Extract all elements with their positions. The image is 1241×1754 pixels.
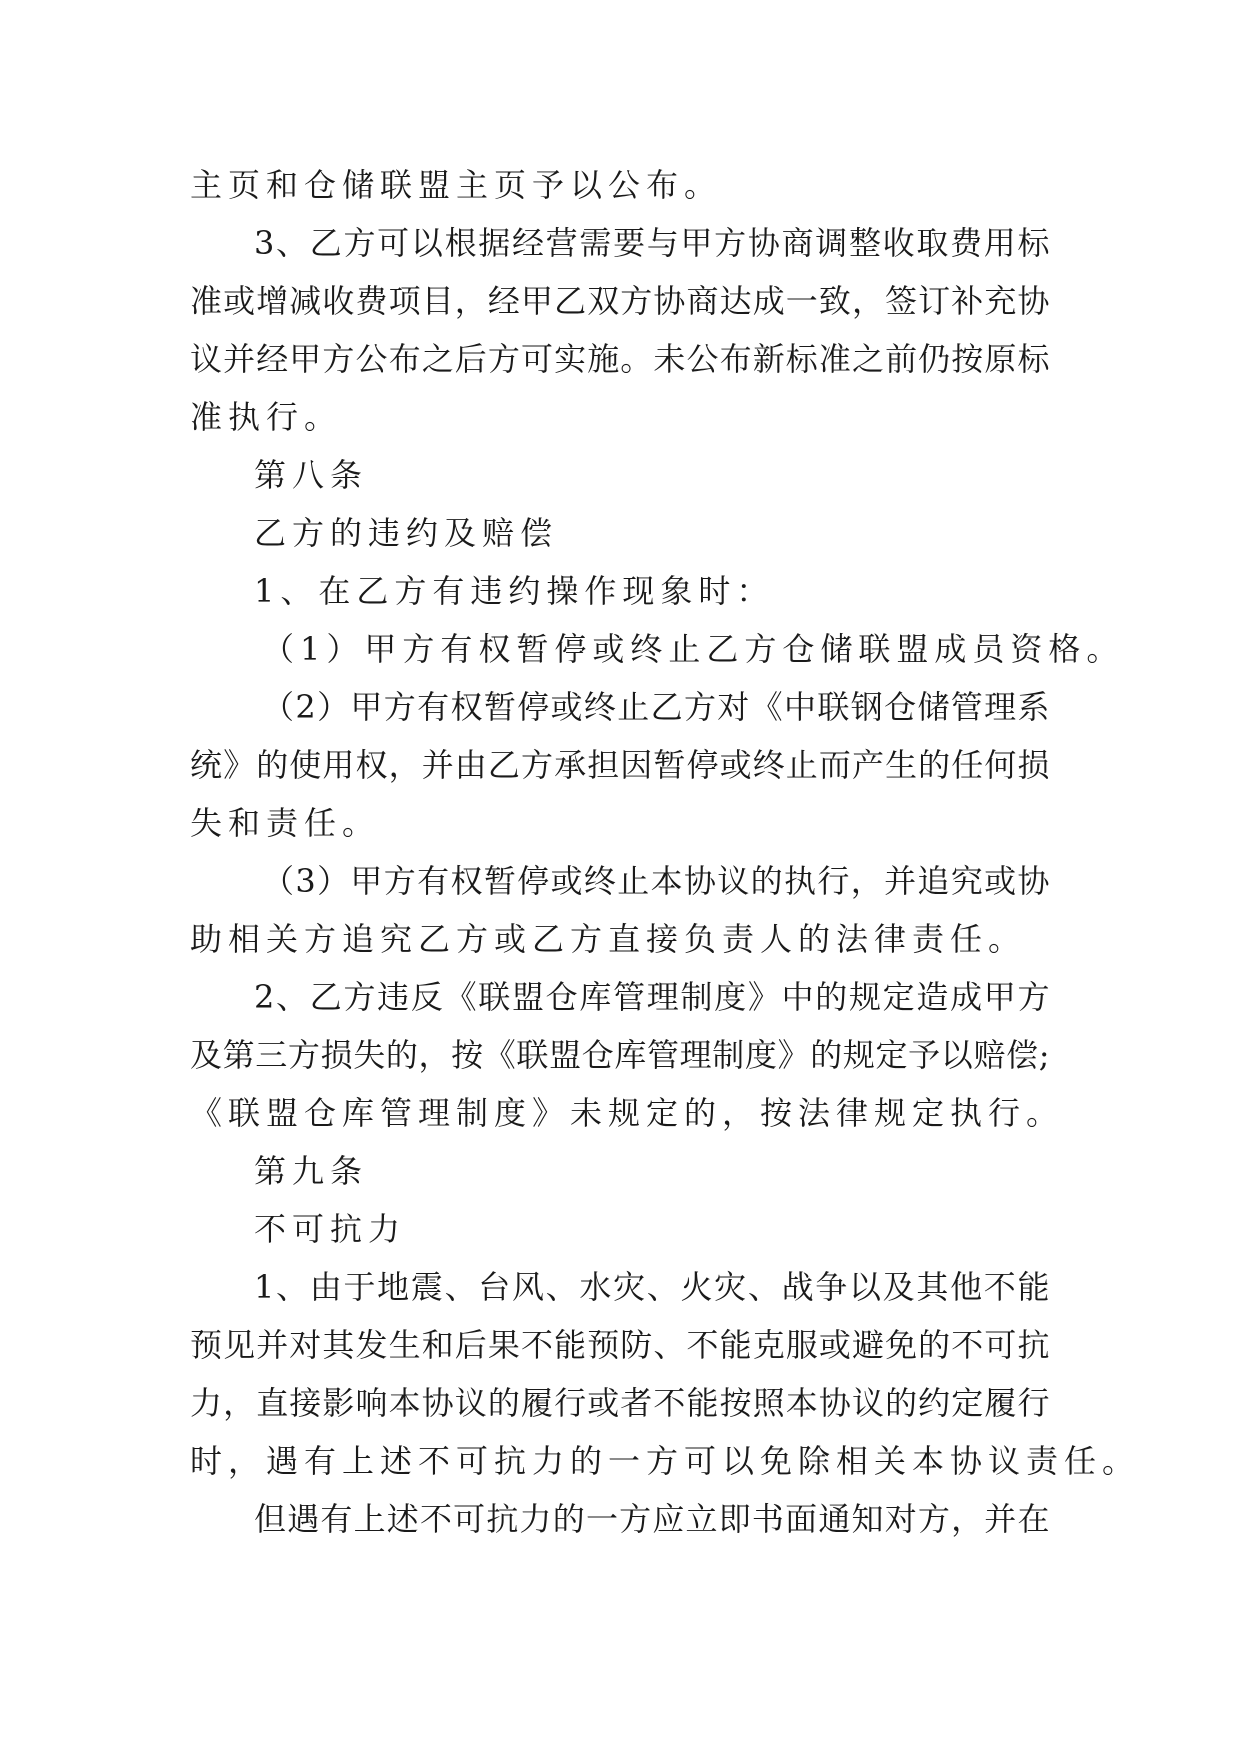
paragraph-line: （3）甲方有权暂停或终止本协议的执行，并追究或协 bbox=[262, 862, 1050, 900]
paragraph-line: 2、乙方违反《联盟仓库管理制度》中的规定造成甲方 bbox=[254, 978, 1050, 1016]
paragraph-line: 时，遇有上述不可抗力的一方可以免除相关本协议责任。 bbox=[190, 1442, 1141, 1480]
paragraph-line: 1、由于地震、台风、水灾、火灾、战争以及其他不能 bbox=[254, 1268, 1050, 1306]
paragraph-line: （2）甲方有权暂停或终止乙方对《中联钢仓储管理系 bbox=[262, 688, 1050, 726]
paragraph-line: 准执行。 bbox=[190, 398, 343, 436]
paragraph-line: 3、乙方可以根据经营需要与甲方协商调整收取费用标 bbox=[254, 224, 1050, 262]
article-heading: 第八条 bbox=[254, 456, 369, 494]
article-heading: 第九条 bbox=[254, 1152, 369, 1190]
paragraph-line: 失和责任。 bbox=[190, 804, 381, 842]
paragraph-line: 及第三方损失的，按《联盟仓库管理制度》的规定予以赔偿; bbox=[190, 1036, 1050, 1074]
article-title: 不可抗力 bbox=[254, 1210, 407, 1248]
paragraph-line: 统》的使用权，并由乙方承担因暂停或终止而产生的任何损 bbox=[190, 746, 1050, 784]
paragraph-line: 预见并对其发生和后果不能预防、不能克服或避免的不可抗 bbox=[190, 1326, 1050, 1364]
paragraph-line: 《联盟仓库管理制度》未规定的，按法律规定执行。 bbox=[190, 1094, 1065, 1132]
paragraph-line: 1、在乙方有违约操作现象时： bbox=[254, 572, 775, 610]
paragraph-line: 但遇有上述不可抗力的一方应立即书面通知对方，并在 bbox=[254, 1500, 1050, 1538]
paragraph-line: （1）甲方有权暂停或终止乙方仓储联盟成员资格。 bbox=[262, 630, 1125, 668]
paragraph-line: 议并经甲方公布之后方可实施。未公布新标准之前仍按原标 bbox=[190, 340, 1050, 378]
paragraph-line: 主页和仓储联盟主页予以公布。 bbox=[190, 166, 723, 204]
article-title: 乙方的违约及赔偿 bbox=[254, 514, 559, 552]
paragraph-line: 助相关方追究乙方或乙方直接负责人的法律责任。 bbox=[190, 920, 1027, 958]
paragraph-line: 准或增减收费项目，经甲乙双方协商达成一致，签订补充协 bbox=[190, 282, 1050, 320]
paragraph-line: 力，直接影响本协议的履行或者不能按照本协议的约定履行 bbox=[190, 1384, 1050, 1422]
